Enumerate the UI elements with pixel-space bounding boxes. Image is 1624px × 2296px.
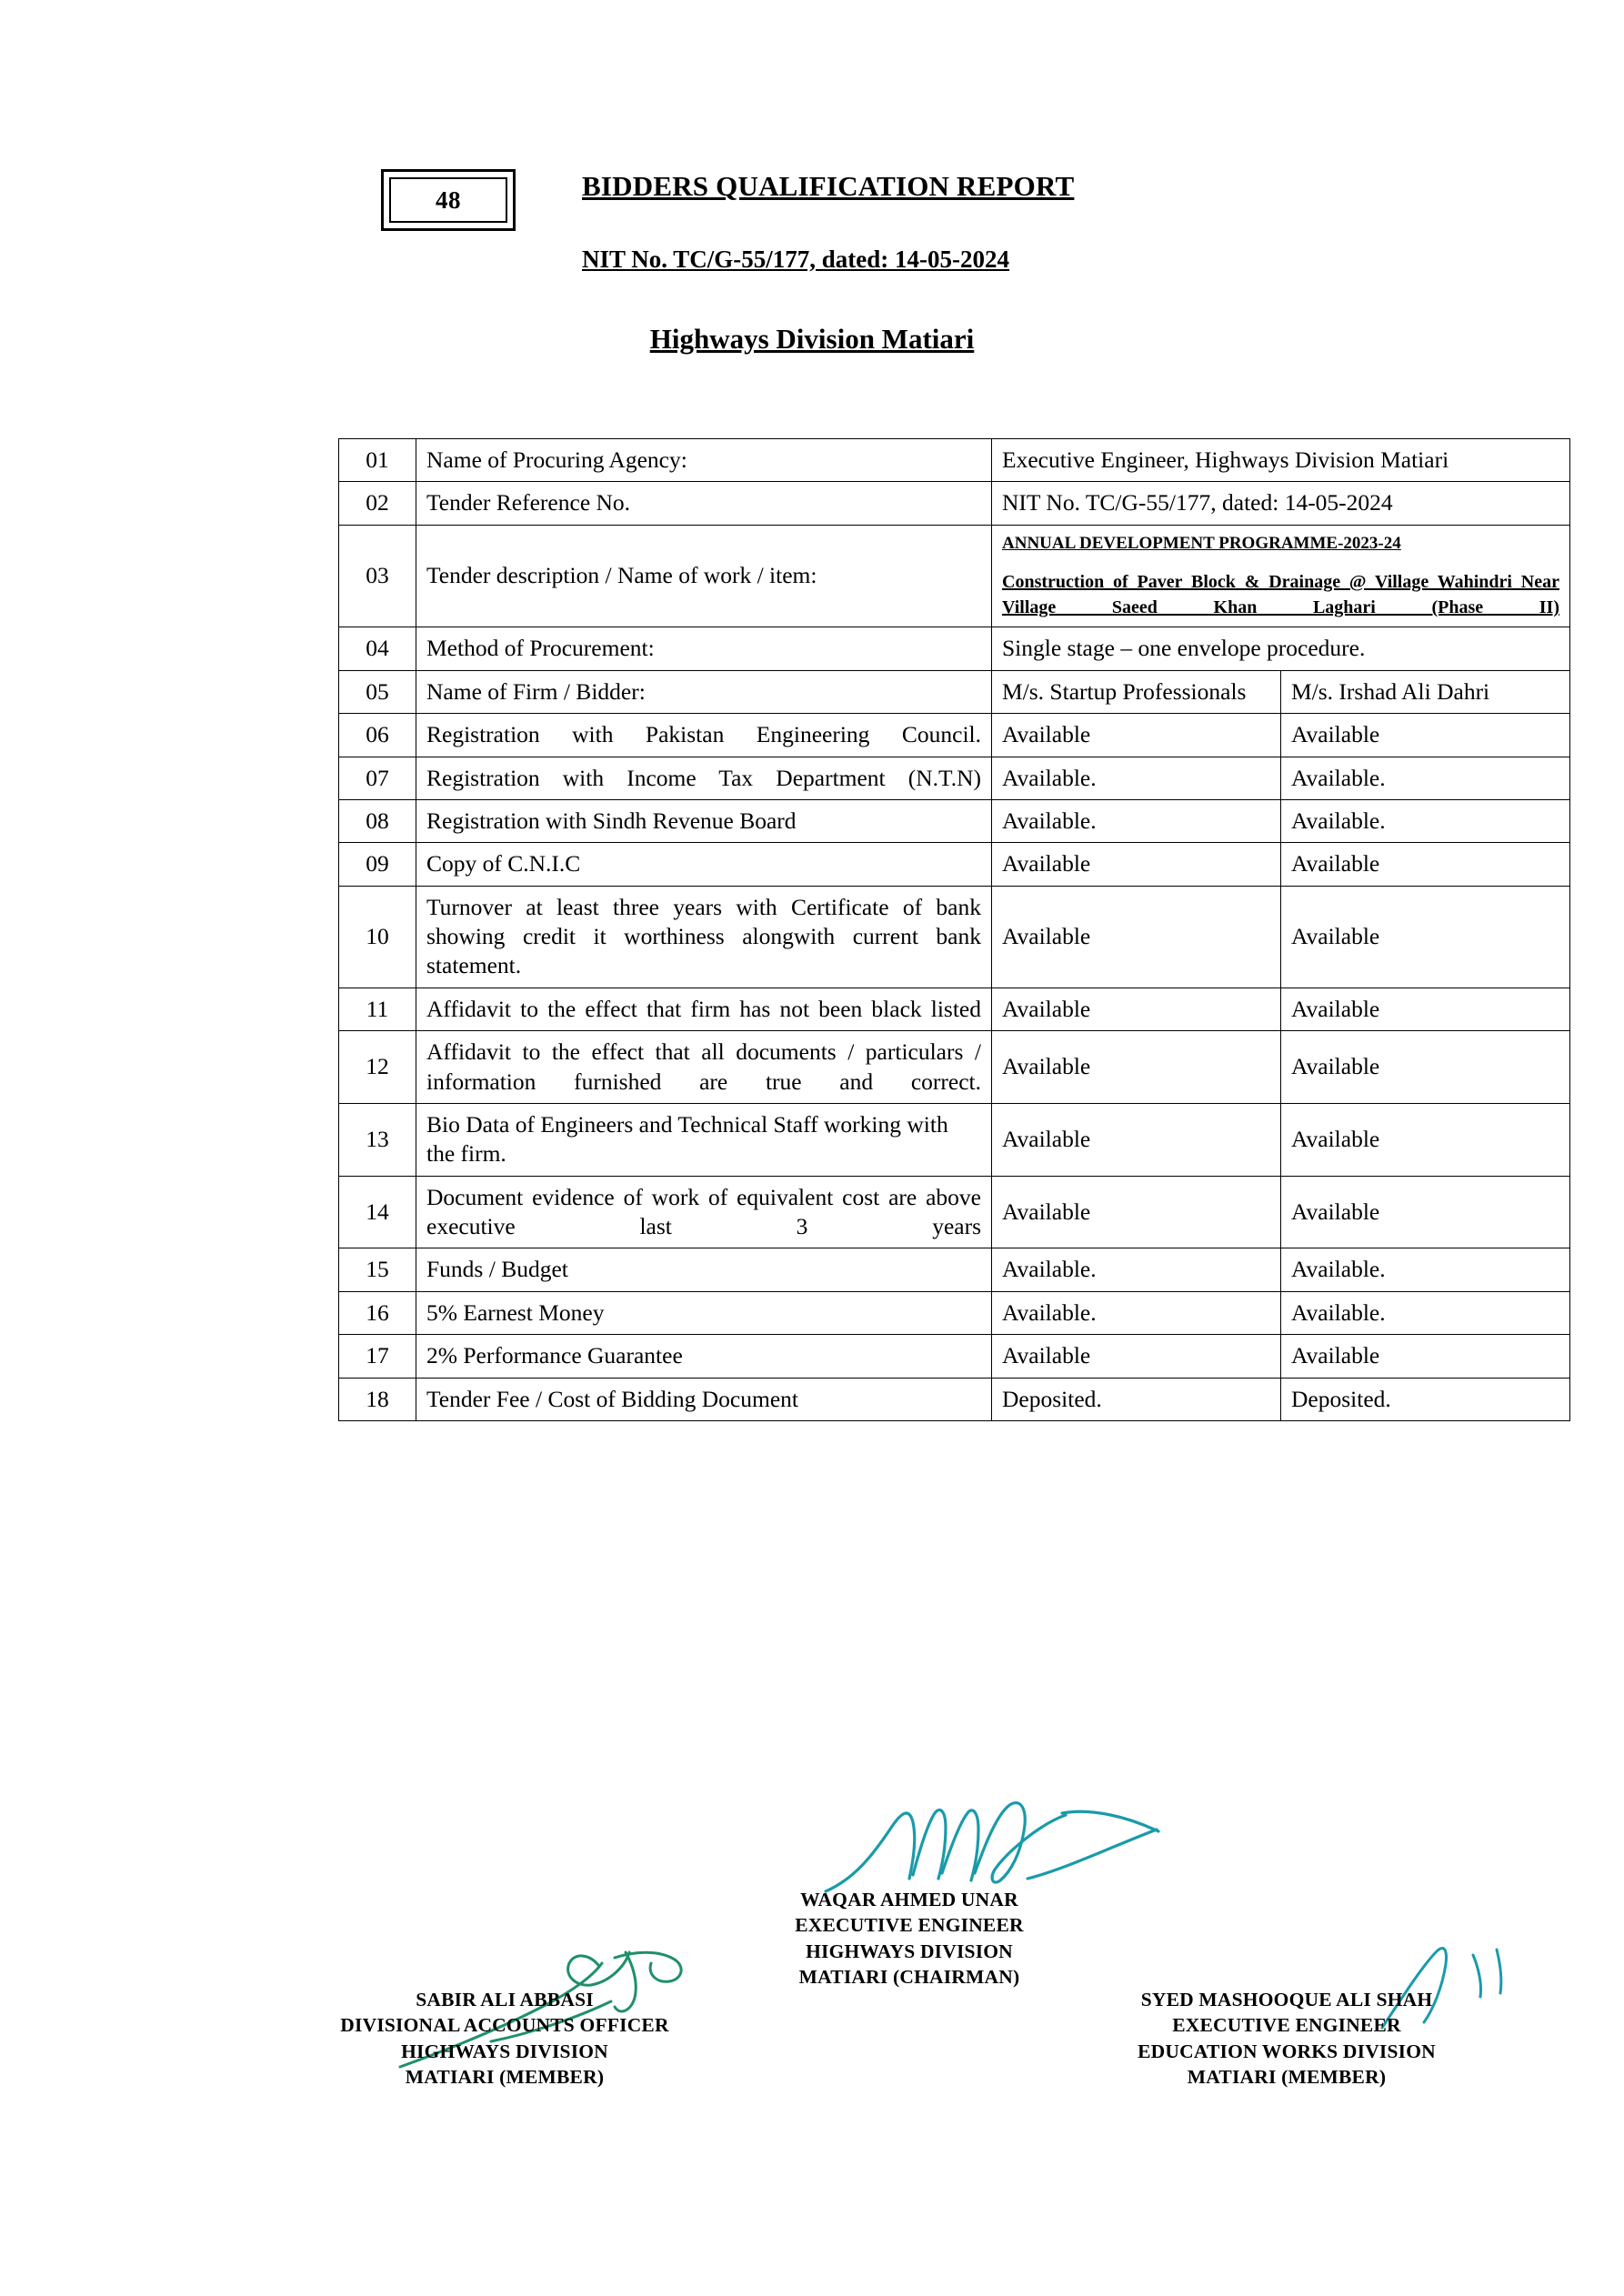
member-right-division: EDUCATION WORKS DIVISION: [1138, 2040, 1436, 2062]
row-description: Tender description / Name of work / item:: [416, 525, 992, 627]
row-serial: 11: [339, 988, 416, 1030]
row-serial: 14: [339, 1176, 416, 1248]
row-serial: 07: [339, 757, 416, 799]
page-title: BIDDERS QUALIFICATION REPORT: [582, 170, 1075, 202]
row-description: Tender Fee / Cost of Bidding Document: [416, 1378, 992, 1420]
table-row: [339, 525, 1570, 627]
bidder-2-value: Available.: [1281, 799, 1570, 842]
row-serial: 08: [339, 799, 416, 842]
table-row: [339, 670, 1570, 713]
member-left-division: HIGHWAYS DIVISION: [401, 2040, 608, 2062]
row-serial: 17: [339, 1335, 416, 1378]
table-row: [339, 714, 1570, 757]
table-row: [339, 627, 1570, 670]
row-description: Tender Reference No.: [416, 482, 992, 525]
member-left-role: MATIARI (MEMBER): [405, 2066, 605, 2089]
bidder-2-value: Available: [1281, 1176, 1570, 1248]
row-serial: 06: [339, 714, 416, 757]
row-serial: 04: [339, 627, 416, 670]
bidder-2-value: Available: [1281, 988, 1570, 1030]
row-description: Name of Procuring Agency:: [416, 439, 992, 482]
row-description: Registration with Pakistan Engineering Council.: [416, 714, 992, 757]
row-value-merged: Executive Engineer, Highways Division Matiari: [992, 439, 1570, 482]
member-right-designation: EXECUTIVE ENGINEER: [1172, 2014, 1401, 2037]
bidder-1-value: Available: [992, 714, 1281, 757]
bidder-2-value: Available.: [1281, 1248, 1570, 1291]
row-description: 2% Performance Guarantee: [416, 1335, 992, 1378]
member-left-designation: DIVISIONAL ACCOUNTS OFFICER: [340, 2014, 669, 2037]
row-description: Method of Procurement:: [416, 627, 992, 670]
table-row: [339, 439, 1570, 482]
tender-programme-label: ANNUAL DEVELOPMENT PROGRAMME-2023-24: [1002, 533, 1401, 553]
row-serial: 15: [339, 1248, 416, 1291]
row-description: Turnover at least three years with Certificate of bank showing credit it worthiness alongwith current bank statement.: [416, 886, 992, 988]
table-row: [339, 1103, 1570, 1176]
tender-work-name: Construction of Paver Block & Drainage @ Village Wahindri Near Village Saeed Khan Laghari (Phase II): [1002, 572, 1559, 618]
bidder-2-value: M/s. Irshad Ali Dahri: [1281, 670, 1570, 713]
table-row: [339, 1335, 1570, 1378]
table-row: [339, 482, 1570, 525]
bidder-1-value: M/s. Startup Professionals: [992, 670, 1281, 713]
chairman-role: MATIARI (CHAIRMAN): [798, 1966, 1020, 1989]
bidder-1-value: Available: [992, 886, 1281, 988]
row-serial: 13: [339, 1103, 416, 1176]
bidder-2-value: Available: [1281, 843, 1570, 886]
bidder-2-value: Available: [1281, 1103, 1570, 1176]
bidder-1-value: Available: [992, 843, 1281, 886]
nit-subtitle: NIT No. TC/G-55/177, dated: 14-05-2024: [582, 246, 1010, 273]
table-row: [339, 799, 1570, 842]
bidder-1-value: Available: [992, 1103, 1281, 1176]
row-description: Document evidence of work of equivalent cost are above executive last 3 years: [416, 1176, 992, 1248]
table-row: [339, 1031, 1570, 1104]
row-serial: 05: [339, 670, 416, 713]
row-description: Registration with Sindh Revenue Board: [416, 799, 992, 842]
row-description: Registration with Income Tax Department (N.T.N): [416, 757, 992, 799]
member-left-signature-block: [291, 1987, 718, 2090]
table-row: [339, 988, 1570, 1030]
row-serial: 10: [339, 886, 416, 988]
table-row: [339, 1291, 1570, 1334]
bidder-1-value: Available: [992, 1176, 1281, 1248]
bidder-2-value: Available: [1281, 1335, 1570, 1378]
row-description: Bio Data of Engineers and Technical Staff working with the firm.: [416, 1103, 992, 1176]
row-serial: 01: [339, 439, 416, 482]
bidder-2-value: Available.: [1281, 1291, 1570, 1334]
page-number: 48: [389, 177, 507, 223]
bidder-1-value: Available.: [992, 757, 1281, 799]
row-value-merged: NIT No. TC/G-55/177, dated: 14-05-2024: [992, 482, 1570, 525]
member-right-name: SYED MASHOOQUE ALI SHAH: [1140, 1989, 1433, 2010]
bidder-2-value: Available: [1281, 714, 1570, 757]
row-description: Copy of C.N.I.C: [416, 843, 992, 886]
row-value-merged: [992, 525, 1570, 627]
chairman-name: WAQAR AHMED UNAR: [800, 1889, 1018, 1910]
bidder-1-value: Available: [992, 988, 1281, 1030]
table-row: [339, 886, 1570, 988]
table-row: [339, 1248, 1570, 1291]
bidder-2-value: Available: [1281, 886, 1570, 988]
chairman-division: HIGHWAYS DIVISION: [806, 1940, 1013, 1962]
page-number-box: [381, 169, 516, 231]
row-description: Funds / Budget: [416, 1248, 992, 1291]
row-serial: 03: [339, 525, 416, 627]
chairman-designation: EXECUTIVE ENGINEER: [795, 1914, 1024, 1937]
row-description: Affidavit to the effect that firm has not been black listed: [416, 988, 992, 1030]
table-row: [339, 757, 1570, 799]
row-description: Name of Firm / Bidder:: [416, 670, 992, 713]
bidder-1-value: Available.: [992, 1248, 1281, 1291]
bidder-1-value: Deposited.: [992, 1378, 1281, 1420]
division-title: Highways Division Matiari: [649, 323, 975, 355]
member-right-signature-block: [1073, 1987, 1500, 2090]
table-row: [339, 1176, 1570, 1248]
bidder-2-value: Deposited.: [1281, 1378, 1570, 1420]
qualification-table: [338, 438, 1570, 1421]
row-value-merged: Single stage – one envelope procedure.: [992, 627, 1570, 670]
member-left-name: SABIR ALI ABBASI: [416, 1989, 594, 2010]
row-serial: 02: [339, 482, 416, 525]
table-row: [339, 843, 1570, 886]
row-serial: 12: [339, 1031, 416, 1104]
row-serial: 16: [339, 1291, 416, 1334]
chairman-signature-block: [727, 1887, 1091, 1990]
bidder-2-value: Available.: [1281, 757, 1570, 799]
table-row: [339, 1378, 1570, 1420]
row-serial: 18: [339, 1378, 416, 1420]
bidder-2-value: Available: [1281, 1031, 1570, 1104]
row-description: Affidavit to the effect that all documents / particulars / information furnished are true and correct.: [416, 1031, 992, 1104]
member-right-role: MATIARI (MEMBER): [1187, 2066, 1387, 2089]
row-serial: 09: [339, 843, 416, 886]
row-description: 5% Earnest Money: [416, 1291, 992, 1334]
bidder-1-value: Available: [992, 1031, 1281, 1104]
bidder-1-value: Available.: [992, 1291, 1281, 1334]
bidder-1-value: Available.: [992, 799, 1281, 842]
bidder-1-value: Available: [992, 1335, 1281, 1378]
